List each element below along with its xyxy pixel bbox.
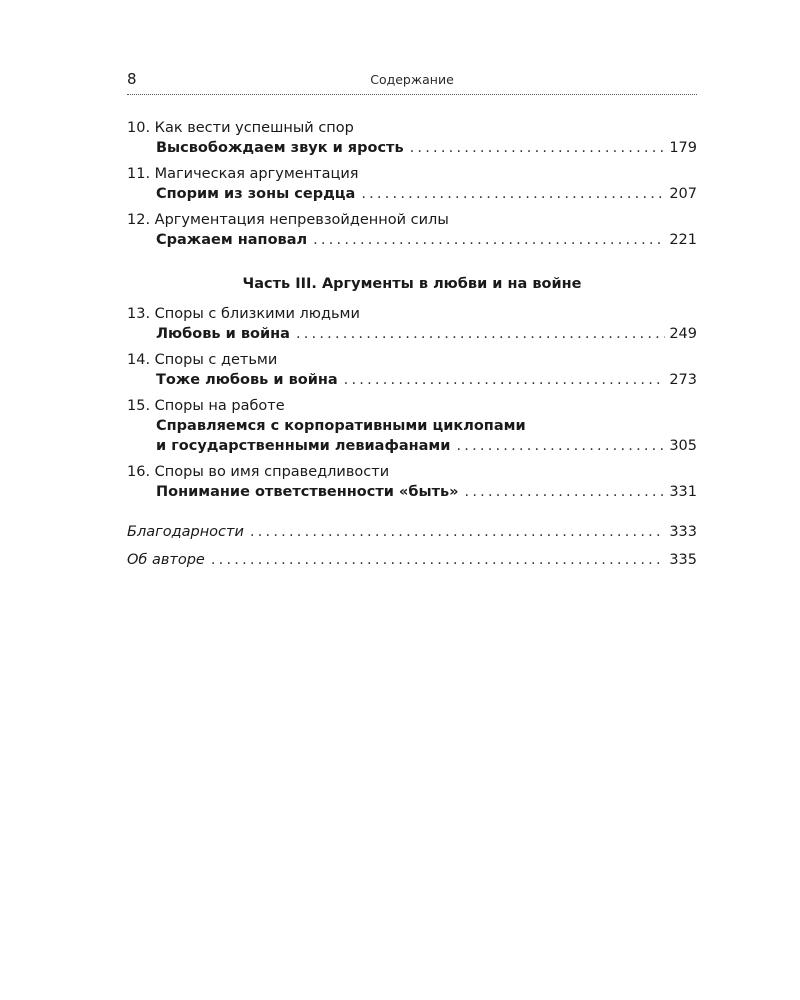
- page-number: 8: [127, 70, 137, 88]
- chapter-title: 14. Споры с детьми: [127, 352, 278, 368]
- toc-entry-chapter-11: [127, 164, 697, 204]
- page-ref: 221: [669, 232, 697, 248]
- chapter-subtitle: Любовь и война: [156, 326, 290, 342]
- chapter-title: 15. Споры на работе: [127, 398, 285, 414]
- toc-entry-about-author[interactable]: [127, 550, 697, 570]
- chapter-title: 16. Споры во имя справедливости: [127, 464, 390, 480]
- chapter-subtitle: Тоже любовь и война: [156, 372, 338, 388]
- page-ref: 207: [669, 186, 697, 202]
- toc-entry-chapter-16: [127, 462, 697, 502]
- chapter-subtitle-line-2[interactable]: [127, 436, 697, 456]
- page-header: [127, 70, 697, 90]
- chapter-subtitle: Сражаем наповал: [156, 232, 308, 248]
- toc-entry-chapter-15: [127, 396, 697, 456]
- dot-leader: [456, 436, 665, 456]
- header-divider: [127, 94, 697, 95]
- toc-entry-acknowledgements[interactable]: [127, 522, 697, 542]
- dot-leader: [465, 482, 666, 502]
- back-matter-title: Благодарности: [127, 524, 244, 540]
- dot-leader: [250, 522, 665, 542]
- chapter-title: 10. Как вести успешный спор: [127, 120, 354, 136]
- chapter-title: 12. Аргументация непревзойденной силы: [127, 212, 449, 228]
- chapter-subtitle-line[interactable]: [127, 184, 697, 204]
- toc-entry-chapter-13: [127, 304, 697, 344]
- dot-leader: [344, 370, 666, 390]
- chapter-subtitle-line-1[interactable]: Справляемся с корпоративными циклопами: [156, 418, 526, 434]
- dot-leader: [211, 550, 665, 570]
- dot-leader: [361, 184, 665, 204]
- chapter-subtitle: Понимание ответственности «быть»: [156, 484, 459, 500]
- running-title: Содержание: [370, 72, 454, 87]
- chapter-subtitle-line[interactable]: [127, 138, 697, 158]
- dot-leader: [313, 230, 665, 250]
- page-ref: 249: [669, 326, 697, 342]
- dot-leader: [296, 324, 665, 344]
- chapter-title: 13. Споры с близкими людьми: [127, 306, 360, 322]
- chapter-subtitle-line[interactable]: [127, 230, 697, 250]
- chapter-subtitle-line[interactable]: [127, 482, 697, 502]
- chapter-subtitle-line[interactable]: [127, 370, 697, 390]
- page-ref: 305: [669, 438, 697, 454]
- toc-entry-chapter-12: [127, 210, 697, 250]
- page-ref: 333: [669, 524, 697, 540]
- chapter-title: 11. Магическая аргументация: [127, 166, 359, 182]
- page-ref: 179: [669, 140, 697, 156]
- back-matter-title: Об авторе: [127, 552, 205, 568]
- page-ref: 335: [669, 552, 697, 568]
- toc-entry-chapter-10: [127, 118, 697, 158]
- page-ref: 273: [669, 372, 697, 388]
- page-ref: 331: [669, 484, 697, 500]
- dot-leader: [410, 138, 666, 158]
- chapter-subtitle-line[interactable]: [127, 324, 697, 344]
- chapter-subtitle: Высвобождаем звук и ярость: [156, 140, 404, 156]
- toc-entry-chapter-14: [127, 350, 697, 390]
- part-title: Часть III. Аргументы в любви и на войне: [242, 276, 582, 292]
- table-of-contents: [127, 118, 697, 578]
- chapter-subtitle: Спорим из зоны сердца: [156, 186, 356, 202]
- chapter-subtitle: и государственными левиафанами: [156, 438, 451, 454]
